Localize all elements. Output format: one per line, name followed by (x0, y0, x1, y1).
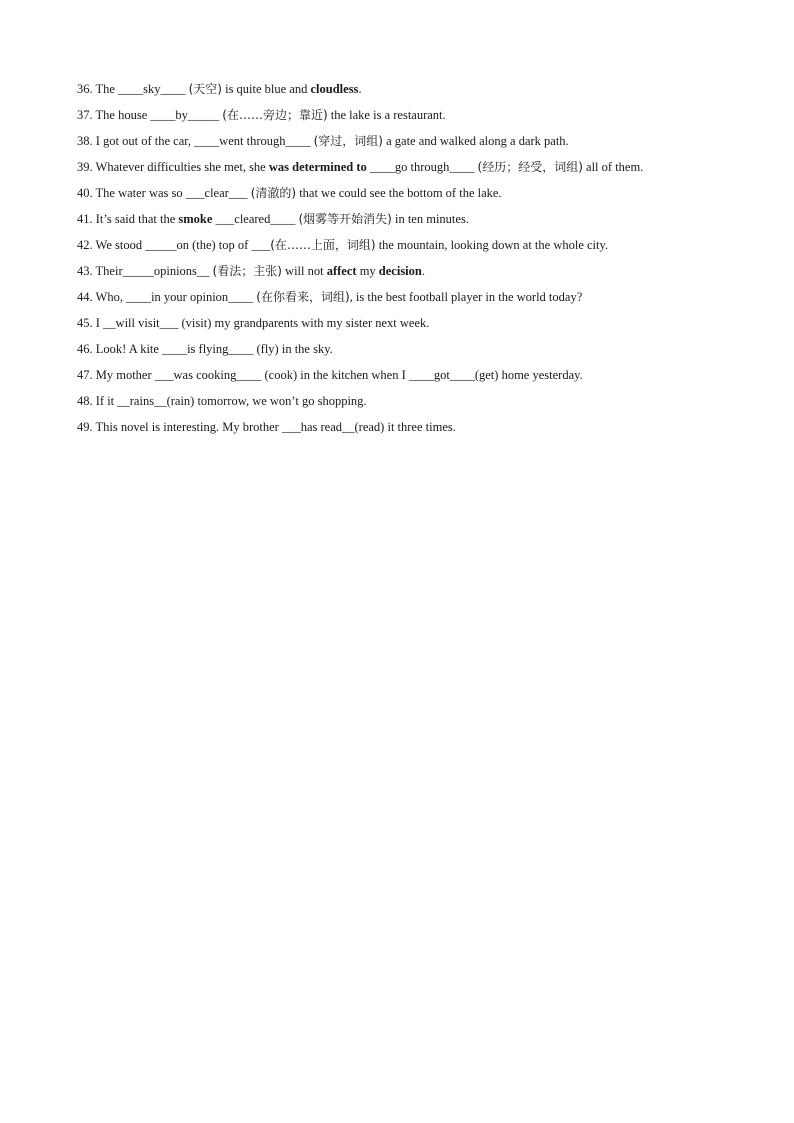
exercise-number: 44. (77, 290, 93, 304)
chinese-hint: (看法；主张) (212, 264, 282, 278)
sentence-text: The house ____by_____ (95, 108, 223, 122)
exercise-line (77, 237, 757, 263)
sentence-text: If it __rains__(rain) tomorrow, we won’t go shopping. (95, 394, 367, 408)
chinese-hint: (在……旁边；靠近) (222, 108, 328, 122)
sentence-text: a gate and walked along a dark path. (382, 134, 569, 148)
exercise-list (77, 81, 757, 445)
sentence-text: My mother ___was cooking____ (cook) in the kitchen when I ____got____(get) home yesterday. (95, 368, 583, 382)
exercise-number: 45. (77, 316, 93, 330)
exercise-line (77, 419, 757, 445)
exercise-number: 42. (77, 238, 93, 252)
sentence-text: my (356, 264, 379, 278)
exercise-line (77, 185, 757, 211)
exercise-line (77, 393, 757, 419)
sentence-text: that we could see the bottom of the lake. (296, 186, 502, 200)
sentence-text: Who, ____in your opinion____ (95, 290, 257, 304)
exercise-number: 43. (77, 264, 93, 278)
bold-phrase: decision (378, 264, 422, 278)
exercise-line (77, 133, 757, 159)
exercise-line (77, 315, 757, 341)
sentence-text: in ten minutes. (391, 212, 469, 226)
sentence-text: will not (281, 264, 327, 278)
exercise-number: 46. (77, 342, 93, 356)
exercise-number: 40. (77, 186, 93, 200)
bold-phrase: smoke (178, 212, 213, 226)
exercise-line (77, 263, 757, 289)
exercise-number: 48. (77, 394, 93, 408)
sentence-text: , is the best football player in the world today? (349, 290, 583, 304)
bold-phrase: cloudless (310, 82, 359, 96)
exercise-number: 39. (77, 160, 93, 174)
sentence-text: ____go through____ (366, 160, 478, 174)
chinese-hint: (在……上面，词组) (270, 238, 376, 252)
exercise-line (77, 159, 757, 185)
exercise-line (77, 341, 757, 367)
sentence-text: ___cleared____ (212, 212, 299, 226)
sentence-text: We stood _____on (the) top of ___ (95, 238, 271, 252)
exercise-line (77, 367, 757, 393)
sentence-text: This novel is interesting. My brother ___has read__(read) it three times. (95, 420, 456, 434)
chinese-hint: (经历；经受，词组) (477, 160, 583, 174)
sentence-text: Their_____opinions__ (95, 264, 213, 278)
exercise-number: 37. (77, 108, 93, 122)
chinese-hint: (烟雾等开始消失) (298, 212, 392, 226)
exercise-line (77, 289, 757, 315)
exercise-number: 47. (77, 368, 93, 382)
chinese-hint: (穿过，词组) (313, 134, 383, 148)
bold-phrase: was determined to (268, 160, 367, 174)
exercise-number: 49. (77, 420, 93, 434)
sentence-text: The ____sky____ (95, 82, 189, 96)
chinese-hint: (清澈的) (250, 186, 297, 200)
exercise-line (77, 81, 757, 107)
sentence-text: all of them. (582, 160, 644, 174)
sentence-text: . (358, 82, 362, 96)
exercise-number: 41. (77, 212, 93, 226)
sentence-text: . (421, 264, 425, 278)
exercise-number: 38. (77, 134, 93, 148)
chinese-hint: (天空) (188, 82, 222, 96)
sentence-text: It’s said that the (95, 212, 179, 226)
sentence-text: is quite blue and (221, 82, 311, 96)
sentence-text: the mountain, looking down at the whole city. (375, 238, 609, 252)
chinese-hint: (在你看来，词组) (256, 290, 350, 304)
sentence-text: the lake is a restaurant. (327, 108, 446, 122)
bold-phrase: affect (326, 264, 357, 278)
exercise-line (77, 107, 757, 133)
sentence-text: I __will visit___ (visit) my grandparents with my sister next week. (95, 316, 430, 330)
exercise-number: 36. (77, 82, 93, 96)
exercise-line (77, 211, 757, 237)
sentence-text: Whatever difficulties she met, she (95, 160, 269, 174)
sentence-text: Look! A kite ____is flying____ (fly) in the sky. (95, 342, 333, 356)
sentence-text: I got out of the car, ____went through____ (95, 134, 314, 148)
sentence-text: The water was so ___clear___ (95, 186, 251, 200)
